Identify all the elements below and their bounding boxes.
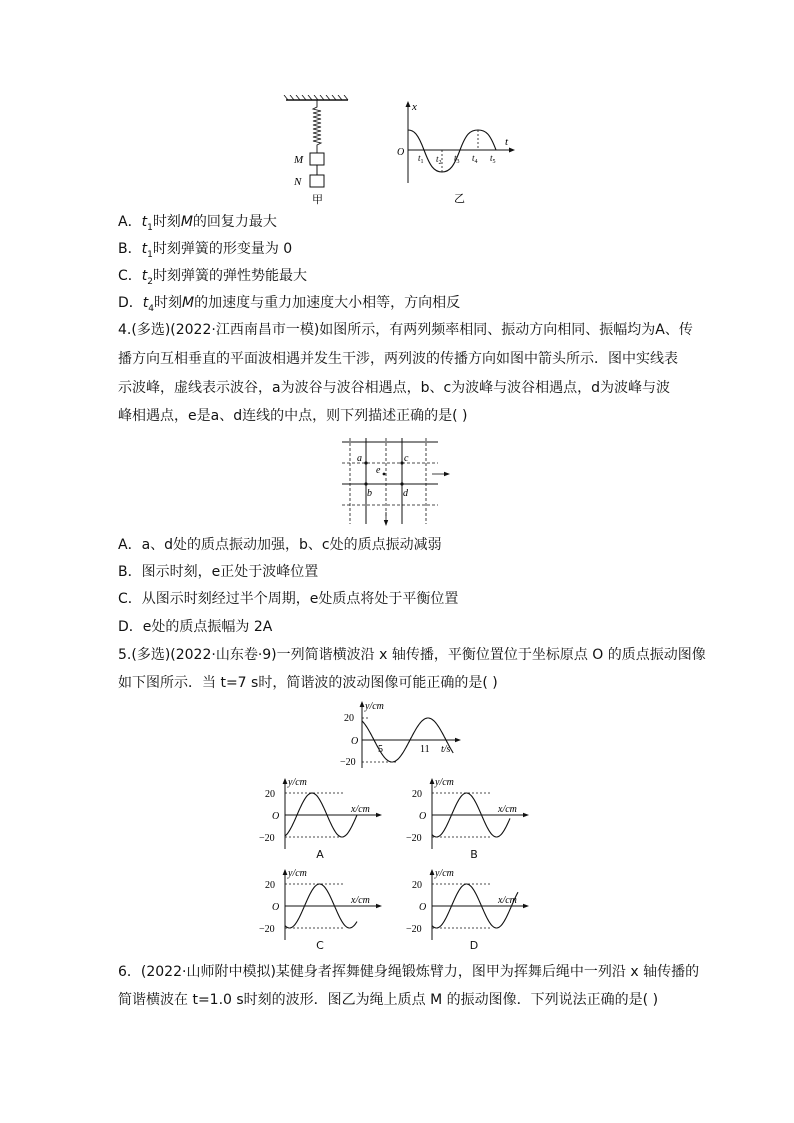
option-graph-c xyxy=(257,866,387,944)
xlabel: x/cm xyxy=(351,804,370,815)
q3-option-a: A．$t_1$时刻M的回复力最大 xyxy=(118,214,277,233)
tick-t3: $t_3$ xyxy=(454,153,460,165)
point-d: d xyxy=(403,488,408,499)
q4-line-4: 峰相遇点，e是a、d连线的中点，则下列描述正确的是( ) xyxy=(118,408,468,424)
ybottom: −20 xyxy=(406,833,422,844)
ytop: 20 xyxy=(265,789,275,800)
origin: O xyxy=(272,811,280,822)
option-label-b: B xyxy=(470,848,478,861)
vibration-graph xyxy=(336,698,466,770)
tick-t2: $t_2$ xyxy=(436,154,442,166)
label-n: N xyxy=(294,176,302,188)
point-c: c xyxy=(404,453,409,464)
q4-line-2: 播方向互相垂直的平面波相遇并发生干涉，两列波的传播方向如图中箭头所示．图中实线表 xyxy=(118,351,678,367)
ylabel: y/cm xyxy=(288,777,307,788)
axis-t-label: t xyxy=(505,136,509,148)
xt-graph xyxy=(394,98,519,208)
point-e: e xyxy=(376,465,381,476)
q4-option-d: D．e处的质点振幅为 2A xyxy=(118,619,273,635)
spring-figure xyxy=(280,95,360,210)
option-graph-d xyxy=(404,866,534,944)
xlabel: x/cm xyxy=(498,804,517,815)
ybottom: −20 xyxy=(259,924,275,935)
interference-figure xyxy=(336,436,458,528)
point-a: a xyxy=(357,453,362,464)
xlabel: x/cm xyxy=(498,895,517,906)
option-label-a: A xyxy=(316,848,324,861)
origin-label: O xyxy=(397,147,405,158)
tick-t5: $t_5$ xyxy=(490,153,496,165)
tick-11: 11 xyxy=(420,744,430,755)
ytop-main: 20 xyxy=(344,713,354,724)
q6-line-2: 简谐横波在 t=1.0 s时刻的波形．图乙为绳上质点 M 的振动图像．下列说法正确的是( ) xyxy=(118,992,659,1008)
origin-main: O xyxy=(351,736,359,747)
q5-line-1: 5.(多选)(2022·山东卷·9)一列简谐横波沿 x 轴传播，平衡位置位于坐标原点 O 的质点振动图像 xyxy=(118,647,706,663)
origin: O xyxy=(272,902,280,913)
q3-option-b: B．$t_1$时刻弹簧的形变量为 0 xyxy=(118,241,293,260)
axis-x-label: x xyxy=(412,101,417,113)
option-graph-b xyxy=(404,775,534,853)
xlabel-main: t/s xyxy=(441,744,451,755)
q4-line-1: 4.(多选)(2022·江西南昌市一模)如图所示，有两列频率相同、振动方向相同、振幅均为A、传 xyxy=(118,322,693,338)
caption-jia: 甲 xyxy=(312,194,323,206)
q3-option-c: C．$t_2$时刻弹簧的弹性势能最大 xyxy=(118,268,308,287)
q4-option-c: C．从图示时刻经过半个周期，e处质点将处于平衡位置 xyxy=(118,591,459,607)
q4-option-a: A．a、d处的质点振动加强，b、c处的质点振动减弱 xyxy=(118,537,442,553)
q3-option-d: D．$t_4$时刻M的加速度与重力加速度大小相等，方向相反 xyxy=(118,295,461,314)
option-label-c: C xyxy=(316,939,324,952)
option-label-d: D xyxy=(469,939,479,952)
ytop: 20 xyxy=(265,880,275,891)
ytop: 20 xyxy=(412,880,422,891)
ybottom: −20 xyxy=(406,924,422,935)
label-m: M xyxy=(294,154,304,166)
option-graph-a xyxy=(257,775,387,853)
tick-t4: $t_4$ xyxy=(472,153,478,165)
point-b: b xyxy=(367,488,372,499)
xlabel: x/cm xyxy=(351,895,370,906)
origin: O xyxy=(419,902,427,913)
ybottom: −20 xyxy=(259,833,275,844)
ylabel: y/cm xyxy=(288,868,307,879)
tick-5: 5 xyxy=(378,744,383,755)
ybottom-main: −20 xyxy=(340,757,356,768)
q4-option-b: B．图示时刻，e正处于波峰位置 xyxy=(118,564,319,580)
tick-t1: $t_1$ xyxy=(418,153,424,165)
q5-line-2: 如下图所示．当 t=7 s时，简谐波的波动图像可能正确的是( ) xyxy=(118,675,498,691)
ytop: 20 xyxy=(412,789,422,800)
caption-yi: 乙 xyxy=(454,193,465,205)
ylabel-main: y/cm xyxy=(365,701,384,712)
ylabel: y/cm xyxy=(435,777,454,788)
ylabel: y/cm xyxy=(435,868,454,879)
q6-line-1: 6．(2022·山师附中模拟)某健身者挥舞健身绳锻炼臂力，图甲为挥舞后绳中一列沿 x 轴传播的 xyxy=(118,964,700,980)
origin: O xyxy=(419,811,427,822)
q4-line-3: 示波峰，虚线表示波谷，a为波谷与波谷相遇点，b、c为波峰与波谷相遇点，d为波峰与波 xyxy=(118,380,671,396)
